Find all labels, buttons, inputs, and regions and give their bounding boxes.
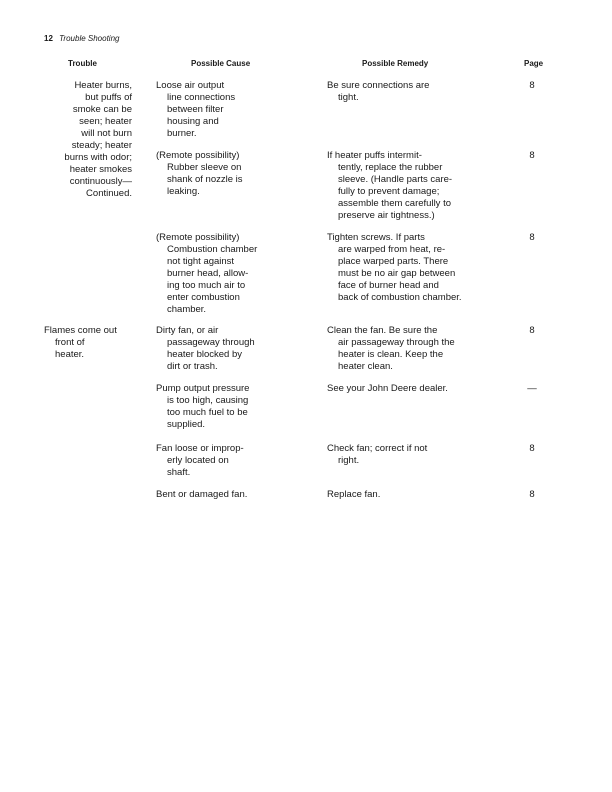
remedy-line: Check fan; correct if not xyxy=(327,443,428,454)
column-header-trouble: Trouble xyxy=(68,59,97,68)
column-header-page: Page xyxy=(524,59,544,68)
remedy-line: air passageway through the xyxy=(338,337,455,348)
cause-line: (Remote possibility) xyxy=(156,232,240,243)
remedy-line: If heater puffs intermit- xyxy=(327,150,422,161)
cause-2 xyxy=(156,150,243,198)
page-ref-2: 8 xyxy=(529,150,535,161)
cause-3 xyxy=(156,232,257,316)
remedy-line: heater clean. xyxy=(338,361,393,372)
cause-1 xyxy=(156,80,235,140)
page-ref-1: 8 xyxy=(529,80,535,91)
cause-6 xyxy=(156,443,244,479)
trouble-line: burns with odor; xyxy=(64,152,132,163)
remedy-line: tight. xyxy=(338,92,359,103)
trouble-line: front of xyxy=(55,337,85,348)
cause-line: erly located on xyxy=(167,455,229,466)
cause-line: shank of nozzle is xyxy=(167,174,243,185)
trouble-line: seen; heater xyxy=(79,116,132,127)
cause-line: line connections xyxy=(167,92,236,103)
remedy-line: Replace fan. xyxy=(327,489,381,500)
cause-line: leaking. xyxy=(167,186,200,197)
cause-line: passageway through xyxy=(167,337,255,348)
page-ref-5: — xyxy=(527,383,537,394)
cause-line: supplied. xyxy=(167,419,206,430)
remedy-line: assemble them carefully to xyxy=(338,198,451,209)
trouble-line: smoke can be xyxy=(72,104,132,115)
trouble-line: continuously— xyxy=(69,176,132,187)
remedy-line: heater is clean. Keep the xyxy=(338,349,444,360)
cause-line: burner head, allow- xyxy=(167,268,249,279)
remedy-line: face of burner head and xyxy=(338,280,439,291)
cause-line: enter combustion xyxy=(167,292,240,303)
cause-line: housing and xyxy=(167,116,219,127)
remedy-line: are warped from heat, re- xyxy=(338,244,446,255)
remedy-line: fully to prevent damage; xyxy=(338,186,440,197)
remedy-7 xyxy=(327,489,380,501)
remedy-line: See your John Deere dealer. xyxy=(327,383,448,394)
page-ref-3: 8 xyxy=(529,232,535,243)
remedy-line: Clean the fan. Be sure the xyxy=(327,325,438,336)
trouble-2 xyxy=(44,325,117,361)
remedy-2 xyxy=(327,150,452,222)
cause-line: chamber. xyxy=(167,304,207,315)
cause-line: Bent or damaged fan. xyxy=(156,489,248,500)
cause-line: ing too much air to xyxy=(167,280,246,291)
column-header-remedy: Possible Remedy xyxy=(362,59,429,68)
cause-line: burner. xyxy=(167,128,197,139)
trouble-line: heater smokes xyxy=(69,164,132,175)
page-header xyxy=(44,34,119,43)
cause-line: Combustion chamber xyxy=(167,244,258,255)
remedy-5 xyxy=(327,383,448,395)
remedy-3 xyxy=(327,232,462,304)
page-ref-7: 8 xyxy=(529,489,535,500)
cause-line: is too high, causing xyxy=(167,395,249,406)
cause-line: not tight against xyxy=(167,256,235,267)
trouble-1 xyxy=(40,80,132,200)
trouble-line: heater. xyxy=(55,349,85,360)
cause-line: Rubber sleeve on xyxy=(167,162,242,173)
cause-5 xyxy=(156,383,249,431)
remedy-line: preserve air tightness.) xyxy=(338,210,435,221)
remedy-line: sleeve. (Handle parts care- xyxy=(338,174,453,185)
remedy-line: tently, replace the rubber xyxy=(338,162,443,173)
cause-line: dirt or trash. xyxy=(167,361,218,372)
remedy-1 xyxy=(327,80,429,104)
remedy-4 xyxy=(327,325,455,373)
remedy-line: Tighten screws. If parts xyxy=(327,232,425,243)
trouble-line: will not burn xyxy=(81,128,132,139)
cause-line: heater blocked by xyxy=(167,349,242,360)
section-title: Trouble Shooting xyxy=(59,34,120,43)
page-ref-6: 8 xyxy=(529,443,535,454)
page-number: 12 xyxy=(44,34,53,43)
cause-line: (Remote possibility) xyxy=(156,150,240,161)
remedy-line: Be sure connections are xyxy=(327,80,430,91)
trouble-line: Continued. xyxy=(86,188,132,199)
remedy-line: must be no air gap between xyxy=(338,268,456,279)
remedy-line: place warped parts. There xyxy=(338,256,449,267)
cause-line: shaft. xyxy=(167,467,191,478)
trouble-line: Flames come out xyxy=(44,325,117,336)
cause-line: between filter xyxy=(167,104,224,115)
cause-line: Pump output pressure xyxy=(156,383,250,394)
trouble-line: but puffs of xyxy=(85,92,132,103)
trouble-line: Heater burns, xyxy=(74,80,132,91)
page-ref-4: 8 xyxy=(529,325,535,336)
cause-line: Fan loose or improp- xyxy=(156,443,244,454)
cause-line: Dirty fan, or air xyxy=(156,325,219,336)
cause-line: Loose air output xyxy=(156,80,225,91)
cause-line: too much fuel to be xyxy=(167,407,248,418)
remedy-line: back of combustion chamber. xyxy=(338,292,462,303)
cause-4 xyxy=(156,325,255,373)
cause-7 xyxy=(156,489,247,501)
trouble-line: steady; heater xyxy=(71,140,132,151)
remedy-line: right. xyxy=(338,455,360,466)
column-header-cause: Possible Cause xyxy=(191,59,251,68)
remedy-6 xyxy=(327,443,427,467)
